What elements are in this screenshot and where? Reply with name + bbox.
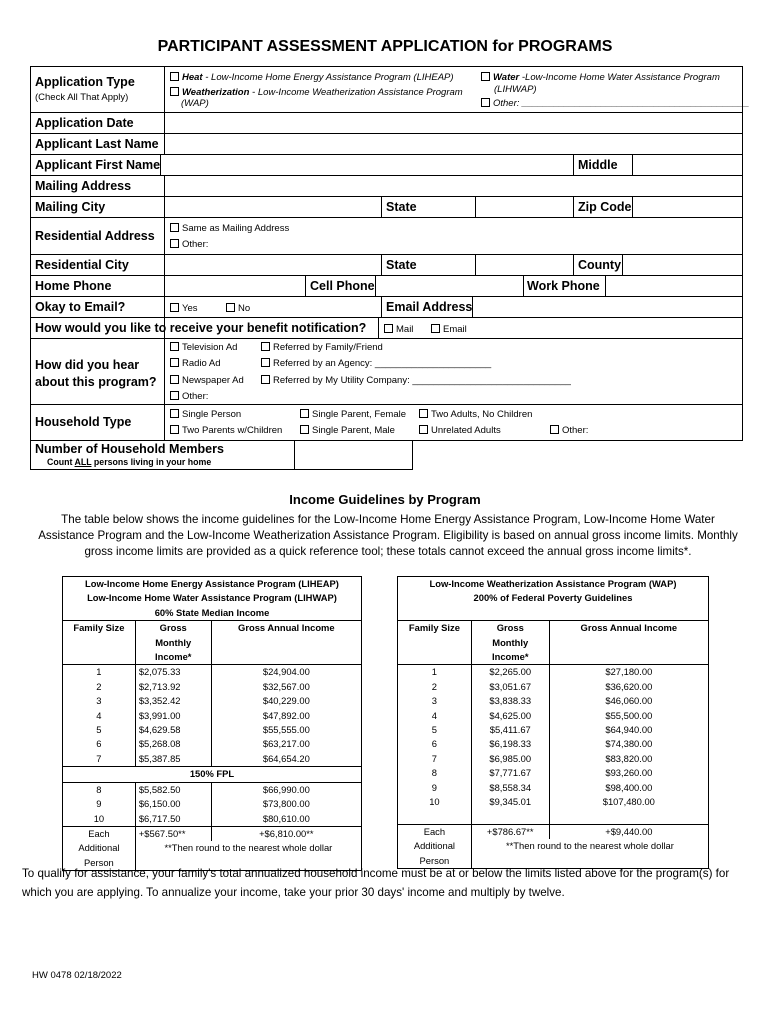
notify-email-checkbox[interactable]: [431, 324, 440, 333]
fpl-label: 150% FPL: [63, 767, 362, 782]
hh-two-adults-option[interactable]: Two Adults, No Children: [419, 407, 532, 422]
rounding-note: **Then round to the nearest whole dollar: [135, 841, 361, 855]
fpg-label: 200% of Federal Poverty Guidelines: [398, 591, 709, 605]
household-members-hint: Count ALL persons living in your home: [47, 457, 212, 467]
hh-sp-male-checkbox[interactable]: [300, 425, 309, 434]
col-gross: Gross: [471, 621, 549, 636]
col-family-size: Family Size: [63, 621, 136, 636]
col-family-size: Family Size: [398, 621, 472, 636]
col-monthly: Monthly: [135, 636, 211, 650]
col-gross-annual: Gross Annual Income: [549, 621, 708, 636]
application-type-hint: (Check All That Apply): [35, 92, 129, 103]
program-other-checkbox[interactable]: [481, 98, 490, 107]
email-no-option[interactable]: No: [226, 301, 250, 316]
home-phone-field[interactable]: [165, 276, 304, 296]
cell-phone-label: Cell Phone: [310, 279, 375, 293]
hear-utility-checkbox[interactable]: [261, 375, 270, 384]
last-name-field[interactable]: [165, 134, 741, 154]
wap-table-title: Low-Income Weatherization Assistance Program (WAP): [398, 577, 709, 592]
work-phone-label: Work Phone: [527, 279, 600, 293]
hh-other-checkbox[interactable]: [550, 425, 559, 434]
income-guidelines-paragraph: The table below shows the income guidelines for the Low-Income Home Energy Assistance Program, Low-Income Home Water Assistance Program and the Low-Income Weatherization Assistance Program. Eligibility is based on annual gross income limits. Monthly gross income limits are provided as a quick reference tool; these totals cannot exceed the annual gross income limits*.: [38, 513, 738, 558]
notify-email-option[interactable]: Email: [431, 322, 467, 337]
middle-label: Middle: [578, 158, 618, 172]
residential-city-field[interactable]: [165, 255, 380, 275]
hear-other-option[interactable]: Other:: [170, 389, 208, 404]
county-field[interactable]: [623, 255, 741, 275]
mailing-state-field[interactable]: [476, 197, 572, 217]
residential-address-label: Residential Address: [35, 229, 155, 243]
home-phone-label: Home Phone: [35, 279, 112, 293]
hear-family-option[interactable]: Referred by Family/Friend: [261, 340, 383, 355]
residential-state-label: State: [386, 258, 417, 272]
hear-newspaper-option[interactable]: Newspaper Ad: [170, 373, 244, 388]
zip-label: Zip Code: [578, 200, 632, 214]
table-row: 4 $4,625.00 $55,500.00: [398, 709, 709, 723]
first-name-label: Applicant First Name: [35, 158, 161, 172]
hh-sp-male-option[interactable]: Single Parent, Male: [300, 423, 395, 438]
table-row: 9 $8,558.34 $98,400.00: [398, 781, 709, 795]
mailing-address-label: Mailing Address: [35, 179, 132, 193]
col-gross: Gross: [135, 621, 211, 636]
table-row: 7 $5,387.85 $64,654.20: [63, 752, 362, 767]
hear-radio-option[interactable]: Radio Ad: [170, 356, 221, 371]
table-row: 9 $6,150.00 $73,800.00: [63, 797, 362, 811]
work-phone-field[interactable]: [606, 276, 741, 296]
hh-other-option[interactable]: Other:: [550, 423, 588, 438]
email-yes-option[interactable]: Yes: [170, 301, 198, 316]
middle-field[interactable]: [633, 155, 741, 175]
residential-state-field[interactable]: [476, 255, 572, 275]
water-abbrev: (LIHWAP): [494, 84, 537, 95]
hh-two-parents-checkbox[interactable]: [170, 425, 179, 434]
each-additional-row: Each +$786.67** +$9,440.00: [398, 824, 709, 839]
income-guidelines-title: Income Guidelines by Program: [289, 492, 481, 507]
hear-question-line1: How did you hear: [35, 358, 140, 372]
rounding-note: **Then round to the nearest whole dollar: [471, 839, 708, 853]
table-row: 3 $3,352.42 $40,229.00: [63, 694, 362, 708]
lihwap-table-title: Low-Income Home Water Assistance Program (LIHWAP): [63, 591, 362, 605]
smi-label: 60% State Median Income: [63, 606, 362, 621]
residential-other-checkbox[interactable]: [170, 239, 179, 248]
qualification-note: To qualify for assistance, your family's total annualized household income must be at or below the limits listed above for the program(s) for which you are applying. To annualize your income, take your prior 30 days' income and multiply by twelve.: [22, 867, 730, 899]
hear-radio-checkbox[interactable]: [170, 358, 179, 367]
water-checkbox[interactable]: [481, 72, 490, 81]
application-date-field[interactable]: [165, 113, 741, 133]
zip-field[interactable]: [633, 197, 741, 217]
hh-single-checkbox[interactable]: [170, 409, 179, 418]
col-income: Income*: [471, 650, 549, 665]
program-other-option[interactable]: Other: ___________________________________________: [481, 96, 749, 111]
heat-checkbox[interactable]: [170, 72, 179, 81]
table-row: 8 $5,582.50 $66,990.00: [63, 782, 362, 797]
mailing-state-label: State: [386, 200, 417, 214]
application-type-label: Application Type: [35, 75, 135, 89]
wap-income-table: Low-Income Weatherization Assistance Program (WAP) 200% of Federal Poverty Guidelines Family Size Gross Gross Annual Income Monthly Income* 1 $2,265.00 $27,180.00 2 $3,051.67 $36,620.00 3 $3,838.33 $46,060.00 4 $4,625.00 $55,500.00 5 $5,411.67 $64,940.00 6 $6,198.33 $74,380.00 7 $6,985.00 $83,820.00 8 $7,771.67 $93,260.00 9 $8,558.34 $98,400.00 10 $9,345.01 $107,480.00 Each +$786.67** +$9,440.00 Additional **Then round to the nearest whole dollar Person: [397, 576, 709, 869]
last-name-label: Applicant Last Name: [35, 137, 159, 151]
hh-two-adults-checkbox[interactable]: [419, 409, 428, 418]
mailing-city-field[interactable]: [165, 197, 380, 217]
page-title: PARTICIPANT ASSESSMENT APPLICATION for PROGRAMS: [157, 38, 613, 55]
hear-agency-checkbox[interactable]: [261, 358, 270, 367]
hh-single-option[interactable]: Single Person: [170, 407, 241, 422]
table-row: 6 $5,268.08 $63,217.00: [63, 737, 362, 751]
residential-other-option[interactable]: Other:: [170, 237, 208, 252]
table-row: 3 $3,838.33 $46,060.00: [398, 694, 709, 708]
table-row: 8 $7,771.67 $93,260.00: [398, 766, 709, 780]
first-name-field[interactable]: [161, 155, 572, 175]
email-no-checkbox[interactable]: [226, 303, 235, 312]
application-date-label: Application Date: [35, 116, 134, 130]
table-row: 4 $3,991.00 $47,892.00: [63, 709, 362, 723]
weatherization-option[interactable]: Weatherization - Low-Income Weatherization Assistance Program: [170, 85, 463, 100]
water-option[interactable]: Water -Low-Income Home Water Assistance Program: [481, 70, 720, 85]
table-row: 5 $4,629.58 $55,555.00: [63, 723, 362, 737]
weatherization-abbrev: (WAP): [181, 98, 209, 109]
hear-family-checkbox[interactable]: [261, 342, 270, 351]
hear-tv-option[interactable]: Television Ad: [170, 340, 237, 355]
table-row: 2 $3,051.67 $36,620.00: [398, 680, 709, 694]
notify-mail-checkbox[interactable]: [384, 324, 393, 333]
same-as-mailing-checkbox[interactable]: [170, 223, 179, 232]
table-row: 1 $2,075.33 $24,904.00: [63, 665, 362, 680]
hear-tv-checkbox[interactable]: [170, 342, 179, 351]
table-row: 7 $6,985.00 $83,820.00: [398, 752, 709, 766]
col-gross-annual: Gross Annual Income: [211, 621, 361, 636]
table-row: 10 $6,717.50 $80,610.00: [63, 812, 362, 827]
hear-other-checkbox[interactable]: [170, 391, 179, 400]
hear-utility-option[interactable]: Referred by My Utility Company: ______________________________: [261, 373, 571, 388]
weatherization-checkbox[interactable]: [170, 87, 179, 96]
cell-phone-field[interactable]: [376, 276, 522, 296]
table-row: 10 $9,345.01 $107,480.00: [398, 795, 709, 809]
heat-option[interactable]: Heat - Low-Income Home Energy Assistance Program (LIHEAP): [170, 70, 454, 85]
county-label: County: [578, 258, 622, 272]
hear-question-line2: about this program?: [35, 375, 157, 389]
col-monthly: Monthly: [471, 636, 549, 650]
notification-question: How would you like to receive your benefit notification?: [35, 321, 367, 335]
okay-email-label: Okay to Email?: [35, 300, 126, 314]
table-row: 2 $2,713.92 $32,567.00: [63, 680, 362, 694]
hh-unrelated-checkbox[interactable]: [419, 425, 428, 434]
mailing-city-label: Mailing City: [35, 200, 106, 214]
hear-agency-option[interactable]: Referred by an Agency: ______________________: [261, 356, 491, 371]
liheap-income-table: Low-Income Home Energy Assistance Program (LIHEAP) Low-Income Home Water Assistance Program (LIHWAP) 60% State Median Income Family Size Gross Gross Annual Income Monthly Income* 1 $2,075.33 $24,904.00 2 $2,713.92 $32,567.00 3 $3,352.42 $40,229.00 4 $3,991.00 $47,892.00 5 $4,629.58 $55,555.00 6 $5,268.08 $63,217.00 7 $5,387.85 $64,654.20 150% FPL 8 $5,582.50 $66,990.00 9 $6,150.00 $73,800.00 10 $6,717.50 $80,610.00 Each +$567.50** +$6,810.00** Additional **Then round to the nearest whole dollar Person: [62, 576, 362, 871]
hh-sp-female-option[interactable]: Single Parent, Female: [300, 407, 406, 422]
email-address-label: Email Address: [386, 300, 473, 314]
email-yes-checkbox[interactable]: [170, 303, 179, 312]
table-row: 5 $5,411.67 $64,940.00: [398, 723, 709, 737]
col-income: Income*: [135, 650, 211, 665]
email-address-field[interactable]: [473, 297, 741, 317]
each-additional-row: Each +$567.50** +$6,810.00**: [63, 826, 362, 841]
mailing-address-field[interactable]: [165, 176, 741, 196]
hh-unrelated-option[interactable]: Unrelated Adults: [419, 423, 501, 438]
residential-city-label: Residential City: [35, 258, 129, 272]
same-as-mailing-option[interactable]: Same as Mailing Address: [170, 221, 289, 236]
household-members-field[interactable]: [295, 441, 411, 469]
hh-two-parents-option[interactable]: Two Parents w/Children: [170, 423, 282, 438]
liheap-table-title: Low-Income Home Energy Assistance Program (LIHEAP): [63, 577, 362, 592]
notify-mail-option[interactable]: Mail: [384, 322, 413, 337]
table-row: 1 $2,265.00 $27,180.00: [398, 665, 709, 680]
household-members-label: Number of Household Members: [35, 442, 224, 456]
hear-newspaper-checkbox[interactable]: [170, 375, 179, 384]
table-row: 6 $6,198.33 $74,380.00: [398, 737, 709, 751]
form-code: HW 0478 02/18/2022: [32, 970, 122, 981]
hh-sp-female-checkbox[interactable]: [300, 409, 309, 418]
household-type-label: Household Type: [35, 415, 132, 429]
